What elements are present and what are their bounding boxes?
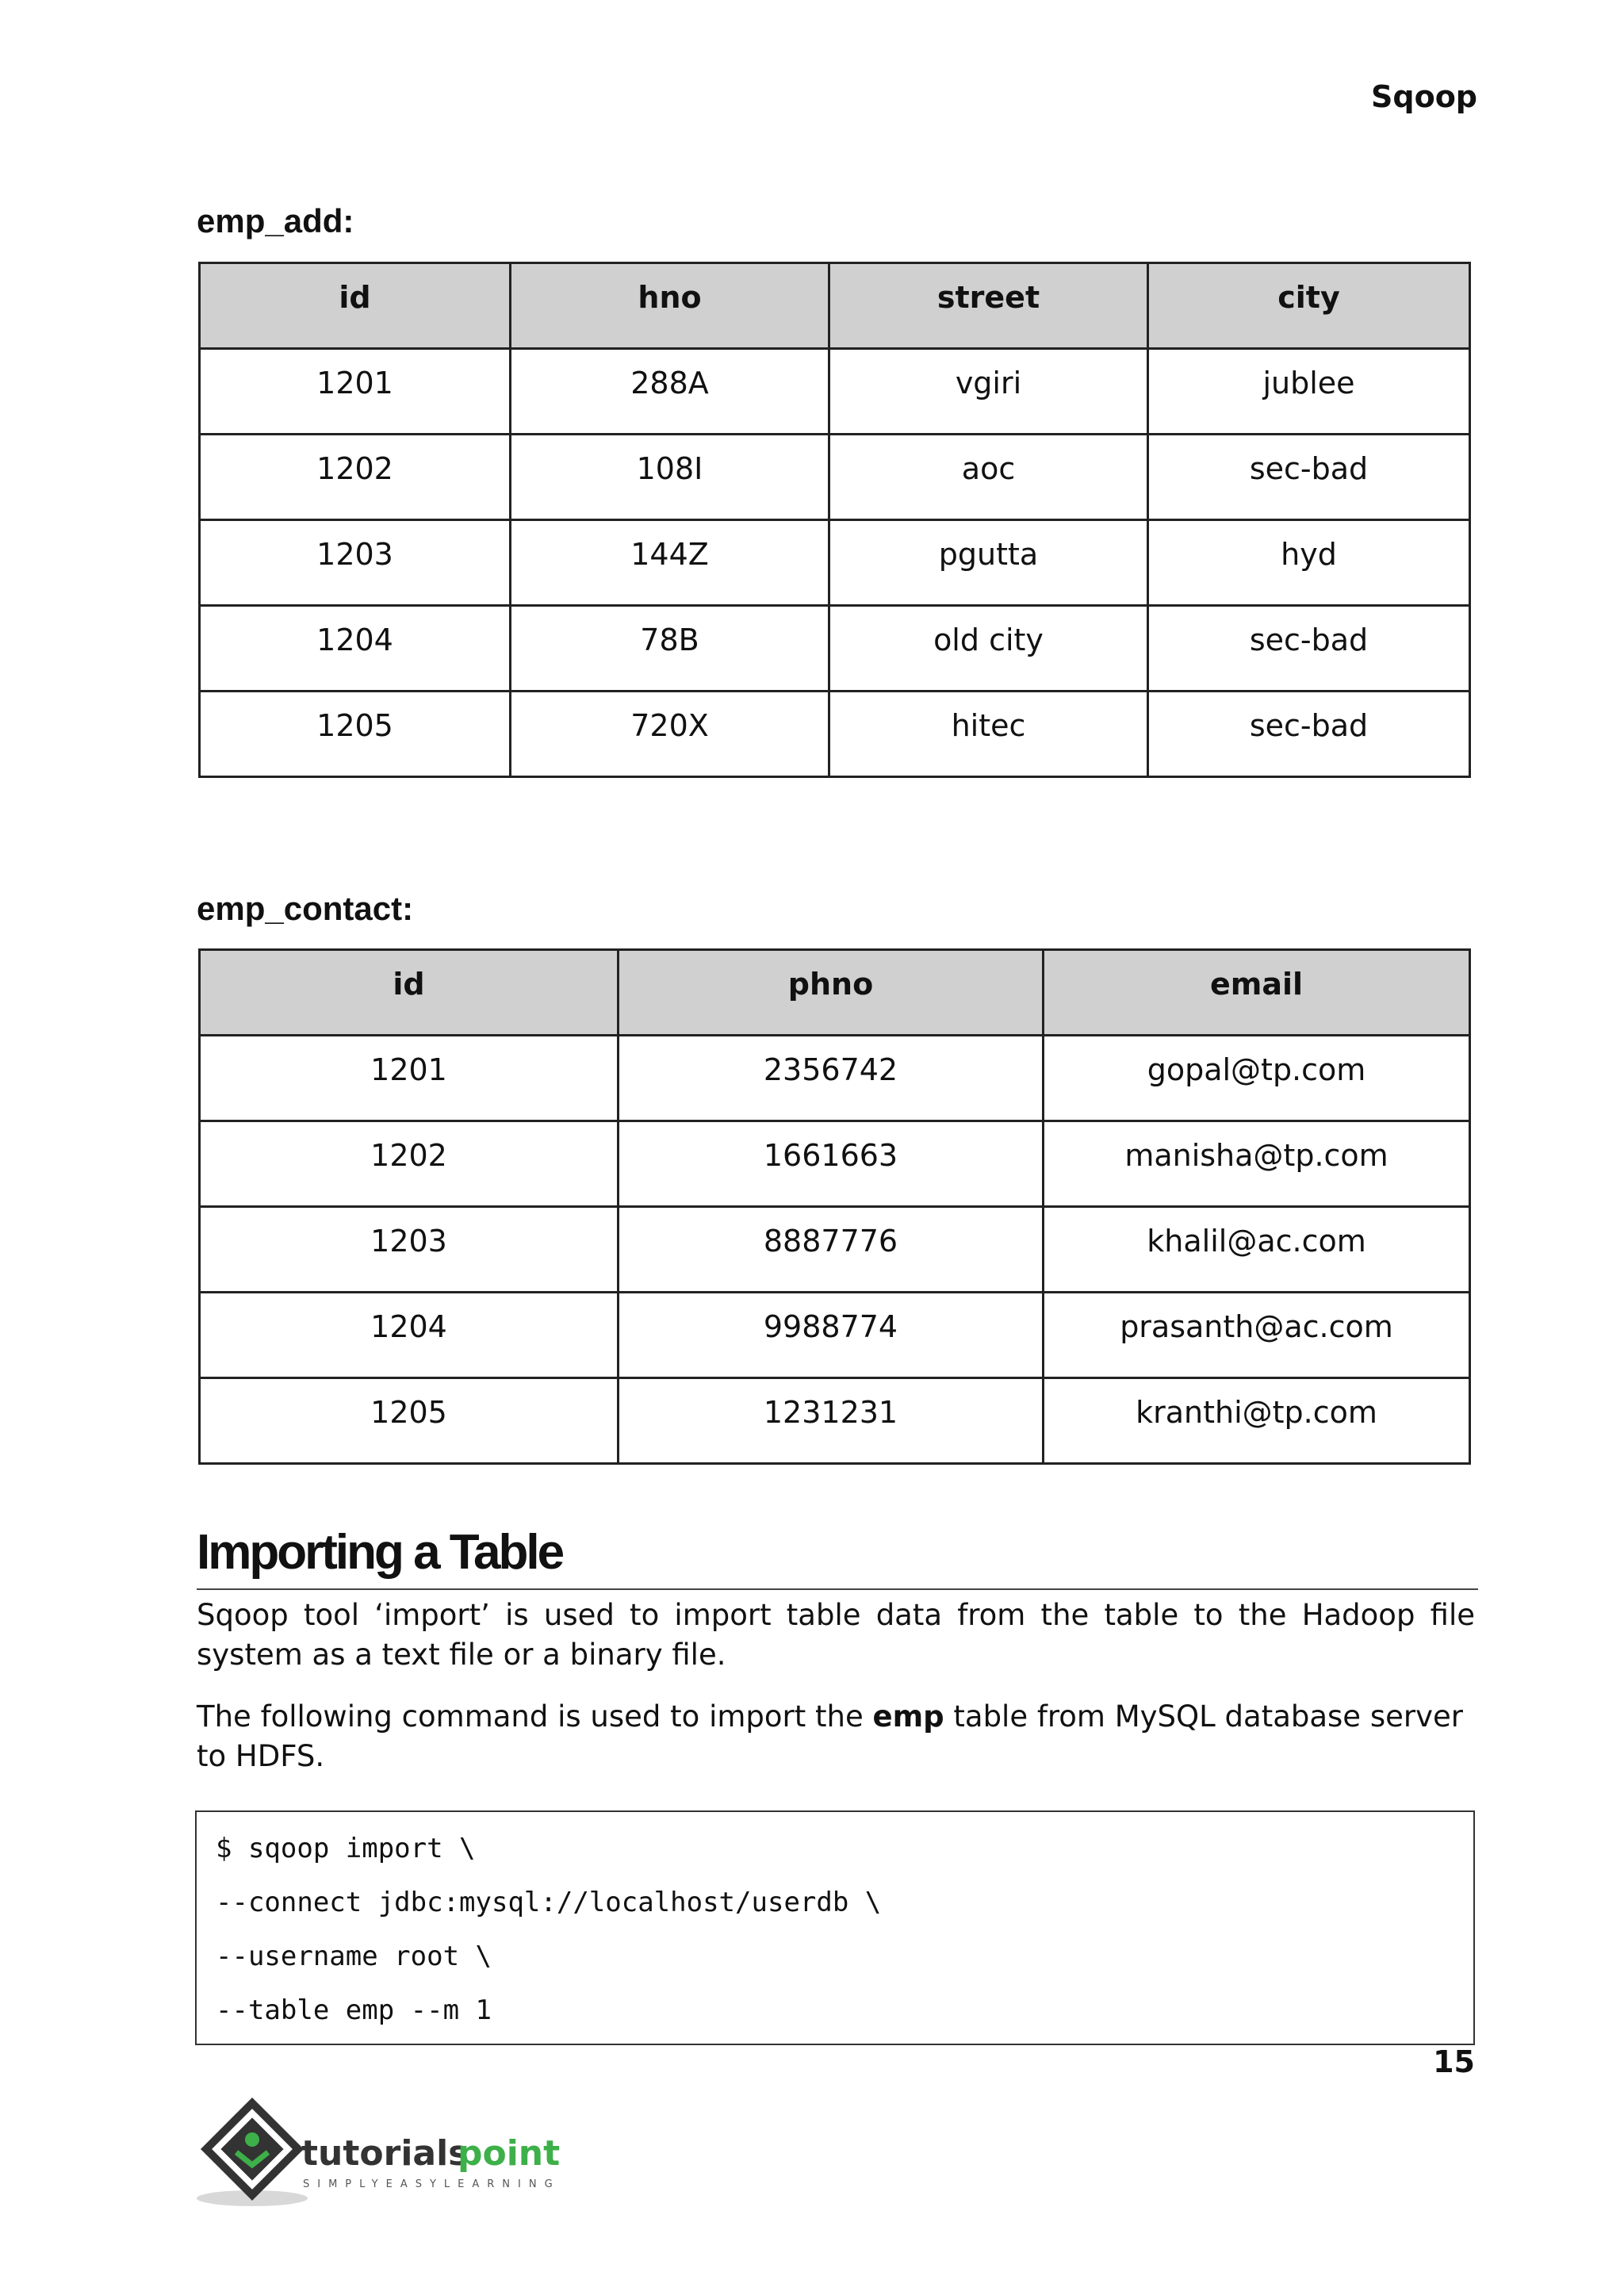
- table-cell: 1201: [200, 349, 511, 435]
- paragraph-bold-term: emp: [872, 1699, 944, 1734]
- paragraph-text: The following command is used to import the: [197, 1699, 873, 1734]
- table-cell: 2356742: [619, 1036, 1044, 1121]
- table-row: [200, 1036, 1470, 1121]
- code-line: --table emp --m 1: [216, 1994, 492, 2026]
- table-cell: khalil@ac.com: [1044, 1207, 1470, 1293]
- table-row: [200, 1378, 1470, 1464]
- table-header-row: [200, 950, 1470, 1036]
- column-header: id: [200, 263, 511, 349]
- page-number: 15: [1433, 2044, 1475, 2079]
- logo-tagline: SIMPLYEASYLEARNING: [303, 2178, 561, 2190]
- table-cell: 1204: [200, 606, 511, 692]
- table-cell: hitec: [829, 692, 1148, 777]
- table-cell: 1661663: [619, 1121, 1044, 1207]
- emp-contact-caption: emp_contact:: [197, 890, 414, 927]
- table-cell: 1204: [200, 1293, 619, 1378]
- table-row: [200, 606, 1470, 692]
- heading-divider: [197, 1588, 1478, 1590]
- table-cell: vgiri: [829, 349, 1148, 435]
- column-header: id: [200, 950, 619, 1036]
- logo-text-tutorials: tutorials: [301, 2133, 469, 2174]
- table-cell: sec-bad: [1148, 606, 1470, 692]
- table-cell: prasanth@ac.com: [1044, 1293, 1470, 1378]
- table-cell: 144Z: [511, 520, 829, 606]
- table-row: [200, 1207, 1470, 1293]
- table-row: [200, 1121, 1470, 1207]
- table-cell: 78B: [511, 606, 829, 692]
- table-row: [200, 435, 1470, 520]
- code-line: --connect jdbc:mysql://localhost/userdb \: [216, 1887, 882, 1918]
- table-row: [200, 1293, 1470, 1378]
- column-header: street: [829, 263, 1148, 349]
- table-cell: jublee: [1148, 349, 1470, 435]
- table-cell: 1203: [200, 1207, 619, 1293]
- table-row: [200, 692, 1470, 777]
- table-cell: gopal@tp.com: [1044, 1036, 1470, 1121]
- tutorialspoint-logo: [190, 2094, 571, 2213]
- code-line: --username root \: [216, 1941, 492, 1972]
- emp-add-table: [198, 262, 1471, 778]
- paragraph-text: table from MySQL database server to HDFS.: [197, 1699, 1463, 1773]
- table-cell: manisha@tp.com: [1044, 1121, 1470, 1207]
- column-header: hno: [511, 263, 829, 349]
- emp-contact-table: [198, 948, 1471, 1465]
- emp-add-caption: emp_add:: [197, 202, 354, 239]
- table-cell: 9988774: [619, 1293, 1044, 1378]
- code-line: $ sqoop import \: [216, 1833, 476, 1864]
- section-heading: Importing a Table: [197, 1525, 563, 1580]
- table-cell: sec-bad: [1148, 692, 1470, 777]
- table-row: [200, 520, 1470, 606]
- table-cell: 1231231: [619, 1378, 1044, 1464]
- table-cell: 1202: [200, 435, 511, 520]
- column-header: phno: [619, 950, 1044, 1036]
- table-header-row: [200, 263, 1470, 349]
- logo-text-point: point: [458, 2133, 561, 2174]
- table-cell: 108I: [511, 435, 829, 520]
- table-cell: hyd: [1148, 520, 1470, 606]
- table-cell: 720X: [511, 692, 829, 777]
- table-cell: pgutta: [829, 520, 1148, 606]
- table-cell: kranthi@tp.com: [1044, 1378, 1470, 1464]
- table-cell: sec-bad: [1148, 435, 1470, 520]
- table-row: [200, 349, 1470, 435]
- header-title: Sqoop: [1371, 79, 1477, 114]
- column-header: city: [1148, 263, 1470, 349]
- table-cell: 288A: [511, 349, 829, 435]
- paragraph-import-intro: Sqoop tool ‘import’ is used to import table data from the table to the Hadoop file system as a text file or a binary file.: [197, 1598, 1475, 1672]
- column-header: email: [1044, 950, 1470, 1036]
- table-cell: old city: [829, 606, 1148, 692]
- table-cell: aoc: [829, 435, 1148, 520]
- paragraph-import-command: [197, 1697, 1475, 1776]
- table-cell: 1205: [200, 692, 511, 777]
- table-cell: 1201: [200, 1036, 619, 1121]
- table-cell: 1205: [200, 1378, 619, 1464]
- table-cell: 1202: [200, 1121, 619, 1207]
- table-cell: 1203: [200, 520, 511, 606]
- table-cell: 8887776: [619, 1207, 1044, 1293]
- code-block: [195, 1810, 1475, 2045]
